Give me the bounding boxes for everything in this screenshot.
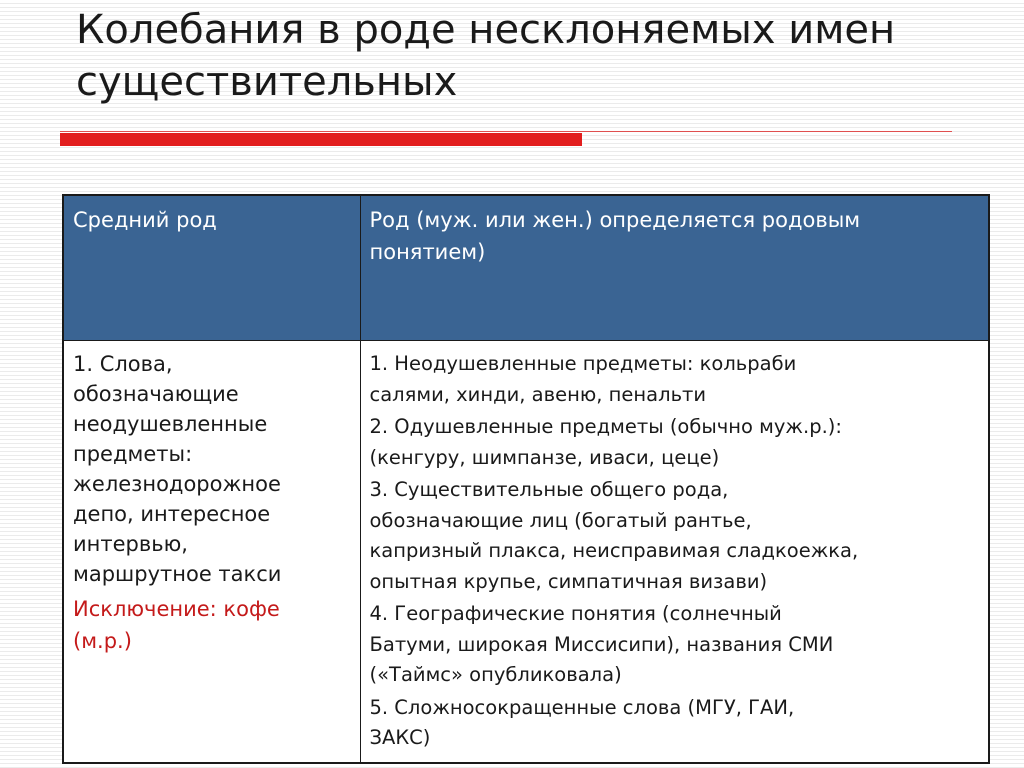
list-item-line: опытная крупье, симпатичная визави) [369, 569, 768, 593]
list-item-line: капризный плакса, неисправимая сладкоежка, [369, 539, 859, 562]
slide-title-line: существительных [76, 59, 458, 105]
list-item [370, 349, 980, 410]
list-item-line: 4. Географические понятия (солнечный [369, 602, 782, 625]
table-header-row [63, 195, 989, 341]
list-item-line: салями, хинди, авеню, пенальти [369, 382, 707, 406]
neuter-line: неодушевленные [73, 412, 268, 436]
neuter-line: обозначающие [73, 382, 239, 406]
title-divider-thick [60, 133, 582, 146]
neuter-cell [63, 341, 360, 763]
list-item-line: (кенгуру, шимпанзе, иваси, цеце) [369, 445, 720, 469]
header-neuter: Средний род [63, 195, 360, 341]
table-body-row [63, 341, 989, 763]
header-masc-fem: Род (муж. или жен.) определяется родовым понятием) [360, 195, 989, 341]
list-item-line: («Таймс» опубликовала) [369, 663, 622, 686]
neuter-line: депо, интересное [73, 502, 271, 526]
exception-note [73, 593, 351, 657]
list-item-line: 5. Сложносокращенные слова (МГУ, ГАИ, [369, 695, 795, 719]
slide-title-line: Колебания в роде несклоняемых имен [76, 7, 896, 53]
list-item [370, 475, 980, 597]
list-item-line: 3. Существительные общего рода, [369, 478, 729, 501]
exception-line: Исключение: кофе [73, 597, 280, 621]
list-item-line: 2. Одушевленные предметы (обычно муж.р.): [369, 415, 842, 438]
list-item [370, 412, 980, 473]
masc-fem-cell [360, 341, 989, 763]
list-item [370, 693, 980, 754]
gender-table [62, 194, 990, 764]
list-item [370, 599, 980, 691]
slide-title [76, 4, 976, 108]
exception-line: (м.р.) [73, 629, 132, 653]
title-divider-thin [60, 131, 952, 132]
neuter-description [73, 349, 351, 589]
neuter-line: интервью, [73, 532, 188, 556]
list-item-line: ЗАКС) [369, 726, 431, 749]
neuter-line: 1. Слова, [73, 352, 173, 376]
list-item-line: обозначающие лиц (богатый рантье, [369, 508, 752, 532]
list-item-line: Батуми, широкая Миссисипи), названия СМИ [369, 632, 834, 656]
neuter-line: предметы: [73, 442, 193, 466]
list-item-line: 1. Неодушевленные предметы: кольраби [369, 352, 797, 375]
neuter-line: маршрутное такси [73, 562, 282, 586]
neuter-line: железнодорожное [73, 472, 281, 496]
